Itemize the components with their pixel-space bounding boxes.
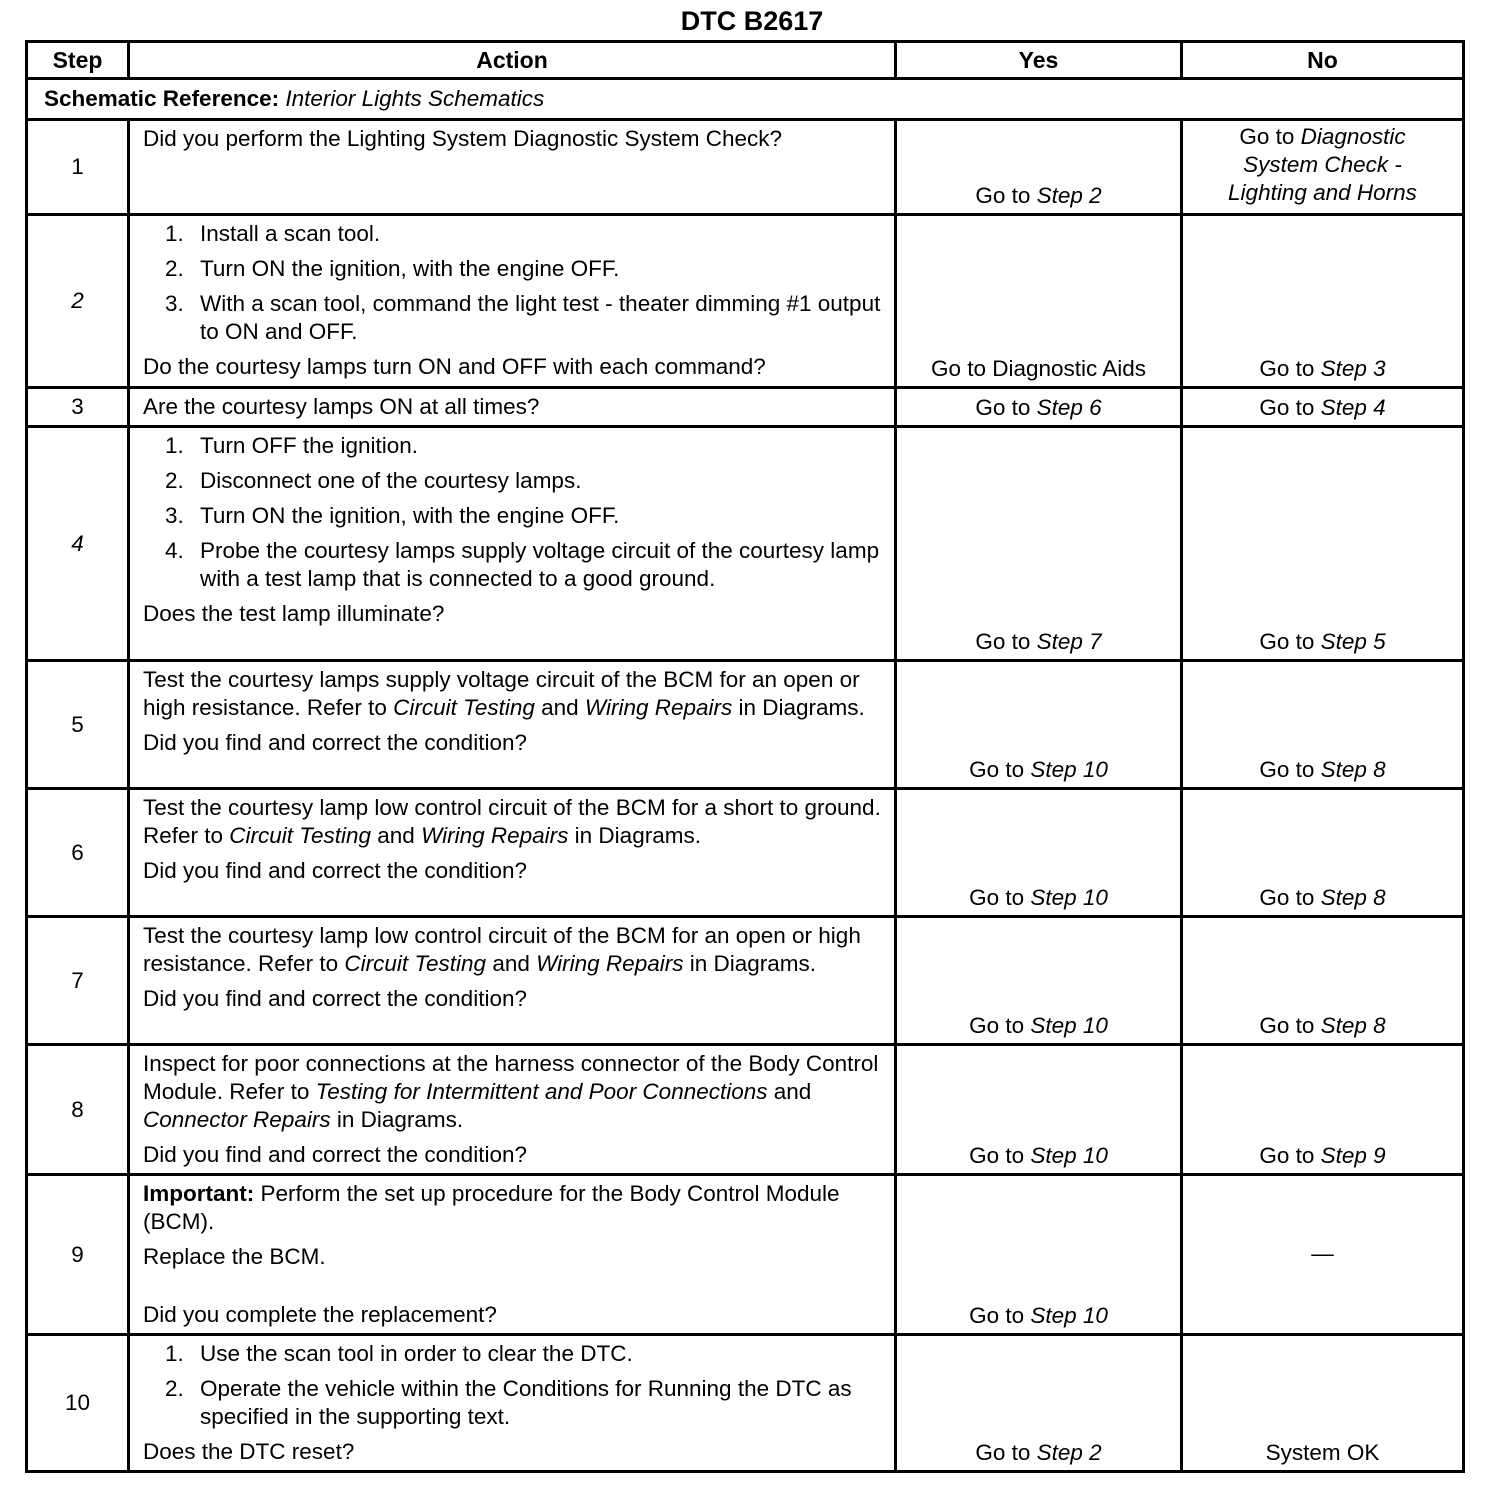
action-cell [129, 1175, 896, 1335]
action-question: Did you find and correct the condition? [143, 1142, 527, 1167]
table-row [27, 917, 1464, 1045]
yes-cell[interactable] [896, 789, 1182, 917]
no-cell[interactable] [1182, 917, 1464, 1045]
table-row [27, 1335, 1464, 1472]
page-title: DTC B2617 [680, 6, 824, 36]
yes-cell[interactable] [896, 427, 1182, 661]
go-to-text: Go to [1259, 885, 1315, 910]
yes-cell[interactable] [896, 388, 1182, 427]
step-number: 8 [27, 1045, 129, 1175]
action-question: Does the DTC reset? [143, 1439, 355, 1464]
action-question: Do the courtesy lamps turn ON and OFF with each command? [143, 354, 766, 379]
step-number: 10 [27, 1335, 129, 1472]
action-cell [129, 1045, 896, 1175]
header-step: Step [27, 42, 129, 79]
step-link[interactable]: Step 8 [1320, 757, 1386, 782]
table-row [27, 1045, 1464, 1175]
schematic-label: Schematic Reference: [44, 86, 280, 111]
action-question: Did you find and correct the condition? [143, 858, 527, 883]
header-row [27, 42, 1464, 79]
no-cell: System OK [1182, 1335, 1464, 1472]
action-cell [129, 1335, 896, 1472]
no-cell[interactable] [1182, 215, 1464, 388]
go-to-text: Go to [1259, 1013, 1315, 1038]
go-to-text: Go to [1259, 1143, 1315, 1168]
table-row [27, 388, 1464, 427]
step-number: 2 [27, 215, 129, 388]
list-item: 3. Turn ON the ignition, with the engine OFF. [165, 503, 620, 528]
yes-cell[interactable] [896, 917, 1182, 1045]
action-list [143, 1340, 886, 1431]
go-to-text: Go to [1259, 757, 1315, 782]
yes-cell[interactable]: Go to Diagnostic Aids [896, 215, 1182, 388]
reference-link[interactable]: Wiring Repairs [421, 823, 569, 848]
go-to-text: Go to [1259, 356, 1315, 381]
step-link[interactable]: Step 10 [1030, 885, 1108, 910]
step-link-cont[interactable]: System Check - [1243, 152, 1402, 177]
step-number: 6 [27, 789, 129, 917]
table-row [27, 120, 1464, 215]
go-to-text: Go to [1259, 395, 1315, 420]
step-link[interactable]: Step 7 [1036, 629, 1102, 654]
list-item: 2. Disconnect one of the courtesy lamps. [165, 468, 582, 493]
yes-cell[interactable] [896, 1335, 1182, 1472]
action-cell [129, 917, 896, 1045]
action-text: Test the courtesy lamp low control circuit of the BCM for an open or high resistance. Refer to Circuit Testing and Wiring Repairs in Diagrams. [143, 923, 861, 976]
action-cell [129, 789, 896, 917]
action-question: Does the test lamp illuminate? [143, 601, 445, 626]
header-yes: Yes [896, 42, 1182, 79]
go-to-text: Go to [969, 1143, 1025, 1168]
step-link-cont[interactable]: Lighting and Horns [1228, 180, 1417, 205]
header-no: No [1182, 42, 1464, 79]
step-link[interactable]: Step 8 [1320, 1013, 1386, 1038]
schematic-link[interactable]: Interior Lights Schematics [285, 86, 545, 111]
step-link[interactable]: Step 5 [1320, 629, 1386, 654]
schematic-row [27, 79, 1464, 120]
action-cell [129, 215, 896, 388]
reference-link[interactable]: Circuit Testing [344, 951, 487, 976]
go-to-text: Go to [975, 183, 1031, 208]
step-link[interactable]: Diagnostic [1300, 124, 1406, 149]
reference-link[interactable]: Circuit Testing [393, 695, 535, 720]
go-to-text: Go to [969, 1303, 1025, 1328]
table-row [27, 215, 1464, 388]
no-cell[interactable] [1182, 388, 1464, 427]
go-to-text: Go to [969, 1013, 1025, 1038]
action-cell [129, 120, 896, 215]
schematic-reference [27, 79, 1464, 120]
table-row [27, 1175, 1464, 1335]
list-item: 1. Use the scan tool in order to clear the DTC. [165, 1341, 633, 1366]
action-list [143, 432, 886, 593]
important-note: Important: Perform the set up procedure for the Body Control Module (BCM). [143, 1181, 840, 1234]
action-text: Test the courtesy lamps supply voltage circuit of the BCM for an open or high resistance. Refer to Circuit Testing and Wiring Repairs in Diagrams. [143, 667, 865, 720]
diagnostic-table [25, 40, 1465, 1473]
list-item: 1. Turn OFF the ignition. [165, 433, 419, 458]
step-link[interactable]: Step 2 [1036, 1440, 1102, 1465]
action-cell [129, 427, 896, 661]
no-cell: — [1182, 1175, 1464, 1335]
step-link[interactable]: Step 10 [1030, 757, 1108, 782]
step-link[interactable]: Step 8 [1320, 885, 1386, 910]
go-to-text: Go to [969, 757, 1025, 782]
go-to-text: Go to [1239, 124, 1295, 149]
step-link[interactable]: Step 3 [1320, 356, 1386, 381]
yes-cell[interactable] [896, 120, 1182, 215]
table-row [27, 427, 1464, 661]
action-cell [129, 661, 896, 789]
yes-cell[interactable] [896, 1175, 1182, 1335]
go-to-text: Go to [975, 629, 1031, 654]
list-item: 1. Install a scan tool. [165, 221, 381, 246]
no-cell[interactable] [1182, 1045, 1464, 1175]
list-item: 3. With a scan tool, command the light test - theater dimming #1 output to ON and OFF. [165, 291, 881, 344]
step-link[interactable]: Step 4 [1320, 395, 1386, 420]
reference-link[interactable]: Wiring Repairs [584, 695, 733, 720]
step-link[interactable]: Step 10 [1030, 1303, 1108, 1328]
action-question: Did you find and correct the condition? [143, 730, 527, 755]
important-label: Important: [143, 1181, 255, 1206]
yes-cell[interactable] [896, 661, 1182, 789]
table-row [27, 661, 1464, 789]
reference-link[interactable]: Circuit Testing [229, 823, 372, 848]
no-cell[interactable] [1182, 789, 1464, 917]
reference-link[interactable]: Wiring Repairs [536, 951, 684, 976]
action-text: Inspect for poor connections at the harness connector of the Body Control Module. Refer to Testing for Intermittent and Poor Connections and Connector Repairs in Diagrams. [143, 1051, 879, 1132]
step-link[interactable]: Step 10 [1030, 1143, 1108, 1168]
step-number: 3 [27, 388, 129, 427]
step-number: 9 [27, 1175, 129, 1335]
table-row [27, 789, 1464, 917]
action-list [143, 220, 886, 346]
step-link[interactable]: Step 2 [1036, 183, 1102, 208]
no-cell[interactable] [1182, 120, 1464, 215]
no-cell[interactable] [1182, 427, 1464, 661]
reference-link[interactable]: Testing for Intermittent and Poor Connections [315, 1079, 768, 1104]
step-link[interactable]: Step 10 [1030, 1013, 1108, 1038]
step-number: 4 [27, 427, 129, 661]
header-action: Action [129, 42, 896, 79]
list-item: 2. Turn ON the ignition, with the engine OFF. [165, 256, 620, 281]
yes-cell[interactable] [896, 1045, 1182, 1175]
go-to-text: Go to [969, 885, 1025, 910]
go-to-text: Go to [975, 1440, 1031, 1465]
go-to-text: Go to [975, 395, 1031, 420]
step-link[interactable]: Step 6 [1036, 395, 1102, 420]
action-question: Did you find and correct the condition? [143, 986, 527, 1011]
step-number: 1 [27, 120, 129, 215]
step-link[interactable]: Step 9 [1320, 1143, 1386, 1168]
reference-link[interactable]: Connector Repairs [143, 1107, 331, 1132]
list-item: 4. Probe the courtesy lamps supply voltage circuit of the courtesy lamp with a test lamp that is connected to a good ground. [165, 538, 880, 591]
step-number: 5 [27, 661, 129, 789]
go-to-text: Go to [1259, 629, 1315, 654]
action-text: Test the courtesy lamp low control circuit of the BCM for a short to ground. Refer to Circuit Testing and Wiring Repairs in Diagrams. [143, 795, 881, 848]
action-question: Are the courtesy lamps ON at all times? [143, 394, 540, 419]
action-question: Did you complete the replacement? [143, 1302, 497, 1327]
list-item: 2. Operate the vehicle within the Conditions for Running the DTC as specified in the supporting text. [165, 1376, 852, 1429]
action-cell [129, 388, 896, 427]
no-cell[interactable] [1182, 661, 1464, 789]
step-number: 7 [27, 917, 129, 1045]
action-line: Replace the BCM. [143, 1244, 326, 1269]
action-question: Did you perform the Lighting System Diagnostic System Check? [143, 126, 783, 151]
